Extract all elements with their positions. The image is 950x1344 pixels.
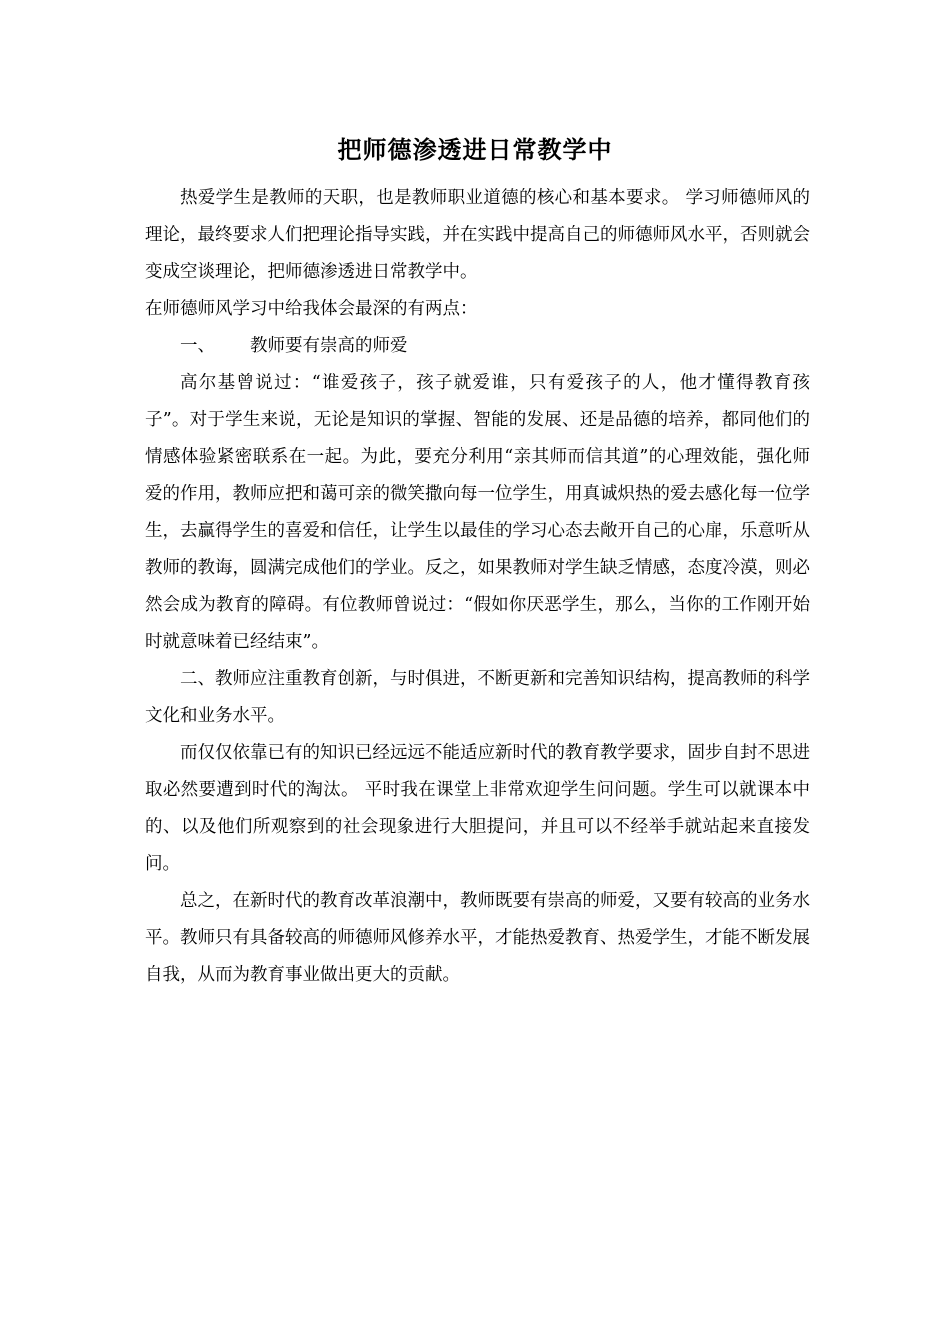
paragraph-two-points: 在师德师风学习中给我体会最深的有两点： (145, 299, 478, 319)
document-title: 把师德渗透进日常教学中 (337, 135, 613, 164)
document-body (145, 180, 810, 994)
section-heading-one-text: 教师要有崇高的师爱 (250, 336, 408, 356)
paragraph-intro: 热爱学生是教师的天职，也是教师职业道德的核心和基本要求。 学习师德师风的理论，最终要求人们把理论指导实践，并在实践中提高自己的师德师风水平，否则就会变成空谈理论，把师德渗透进日常教学中。 (145, 188, 810, 282)
paragraph-gorky-quote: 高尔基曾说过：“谁爱孩子，孩子就爱谁，只有爱孩子的人，他才懂得教育孩子”。对于学生来说，无论是知识的掌握、智能的发展、还是品德的培养，都同他们的情感体验紧密联系在一起。为此，要充分利用“亲其师而信其道”的心理效能，强化师爱的作用，教师应把和蔼可亲的微笑撒向每一位学生，用真诚炽热的爱去感化每一位学生，去赢得学生的喜爱和信任，让学生以最佳的学习心态去敞开自己的心扉，乐意听从教师的教诲，圆满完成他们的学业。反之，如果教师对学生缺乏情感，态度冷漠，则必然会成为教育的障碍。有位教师曾说过：“假如你厌恶学生，那么，当你的工作刚开始时就意味着已经结束”。 (145, 373, 810, 652)
section-heading-two: 二、教师应注重教育创新，与时俱进，不断更新和完善知识结构，提高教师的科学文化和业务水平。 (145, 669, 810, 726)
section-heading-one (145, 328, 810, 365)
paragraph-knowledge: 而仅仅依靠已有的知识已经远远不能适应新时代的教育教学要求，固步自封不思进取必然要遭到时代的淘汰。 平时我在课堂上非常欢迎学生问问题。学生可以就课本中的、以及他们所观察到的社会现象进行大胆提问，并且可以不经举手就站起来直接发问。 (145, 743, 810, 874)
paragraph-conclusion: 总之，在新时代的教育改革浪潮中，教师既要有崇高的师爱，又要有较高的业务水平。教师只有具备较高的师德师风修养水平，才能热爱教育、热爱学生，才能不断发展自我，从而为教育事业做出更大的贡献。 (145, 891, 810, 985)
section-heading-one-number: 一、 (180, 336, 215, 356)
